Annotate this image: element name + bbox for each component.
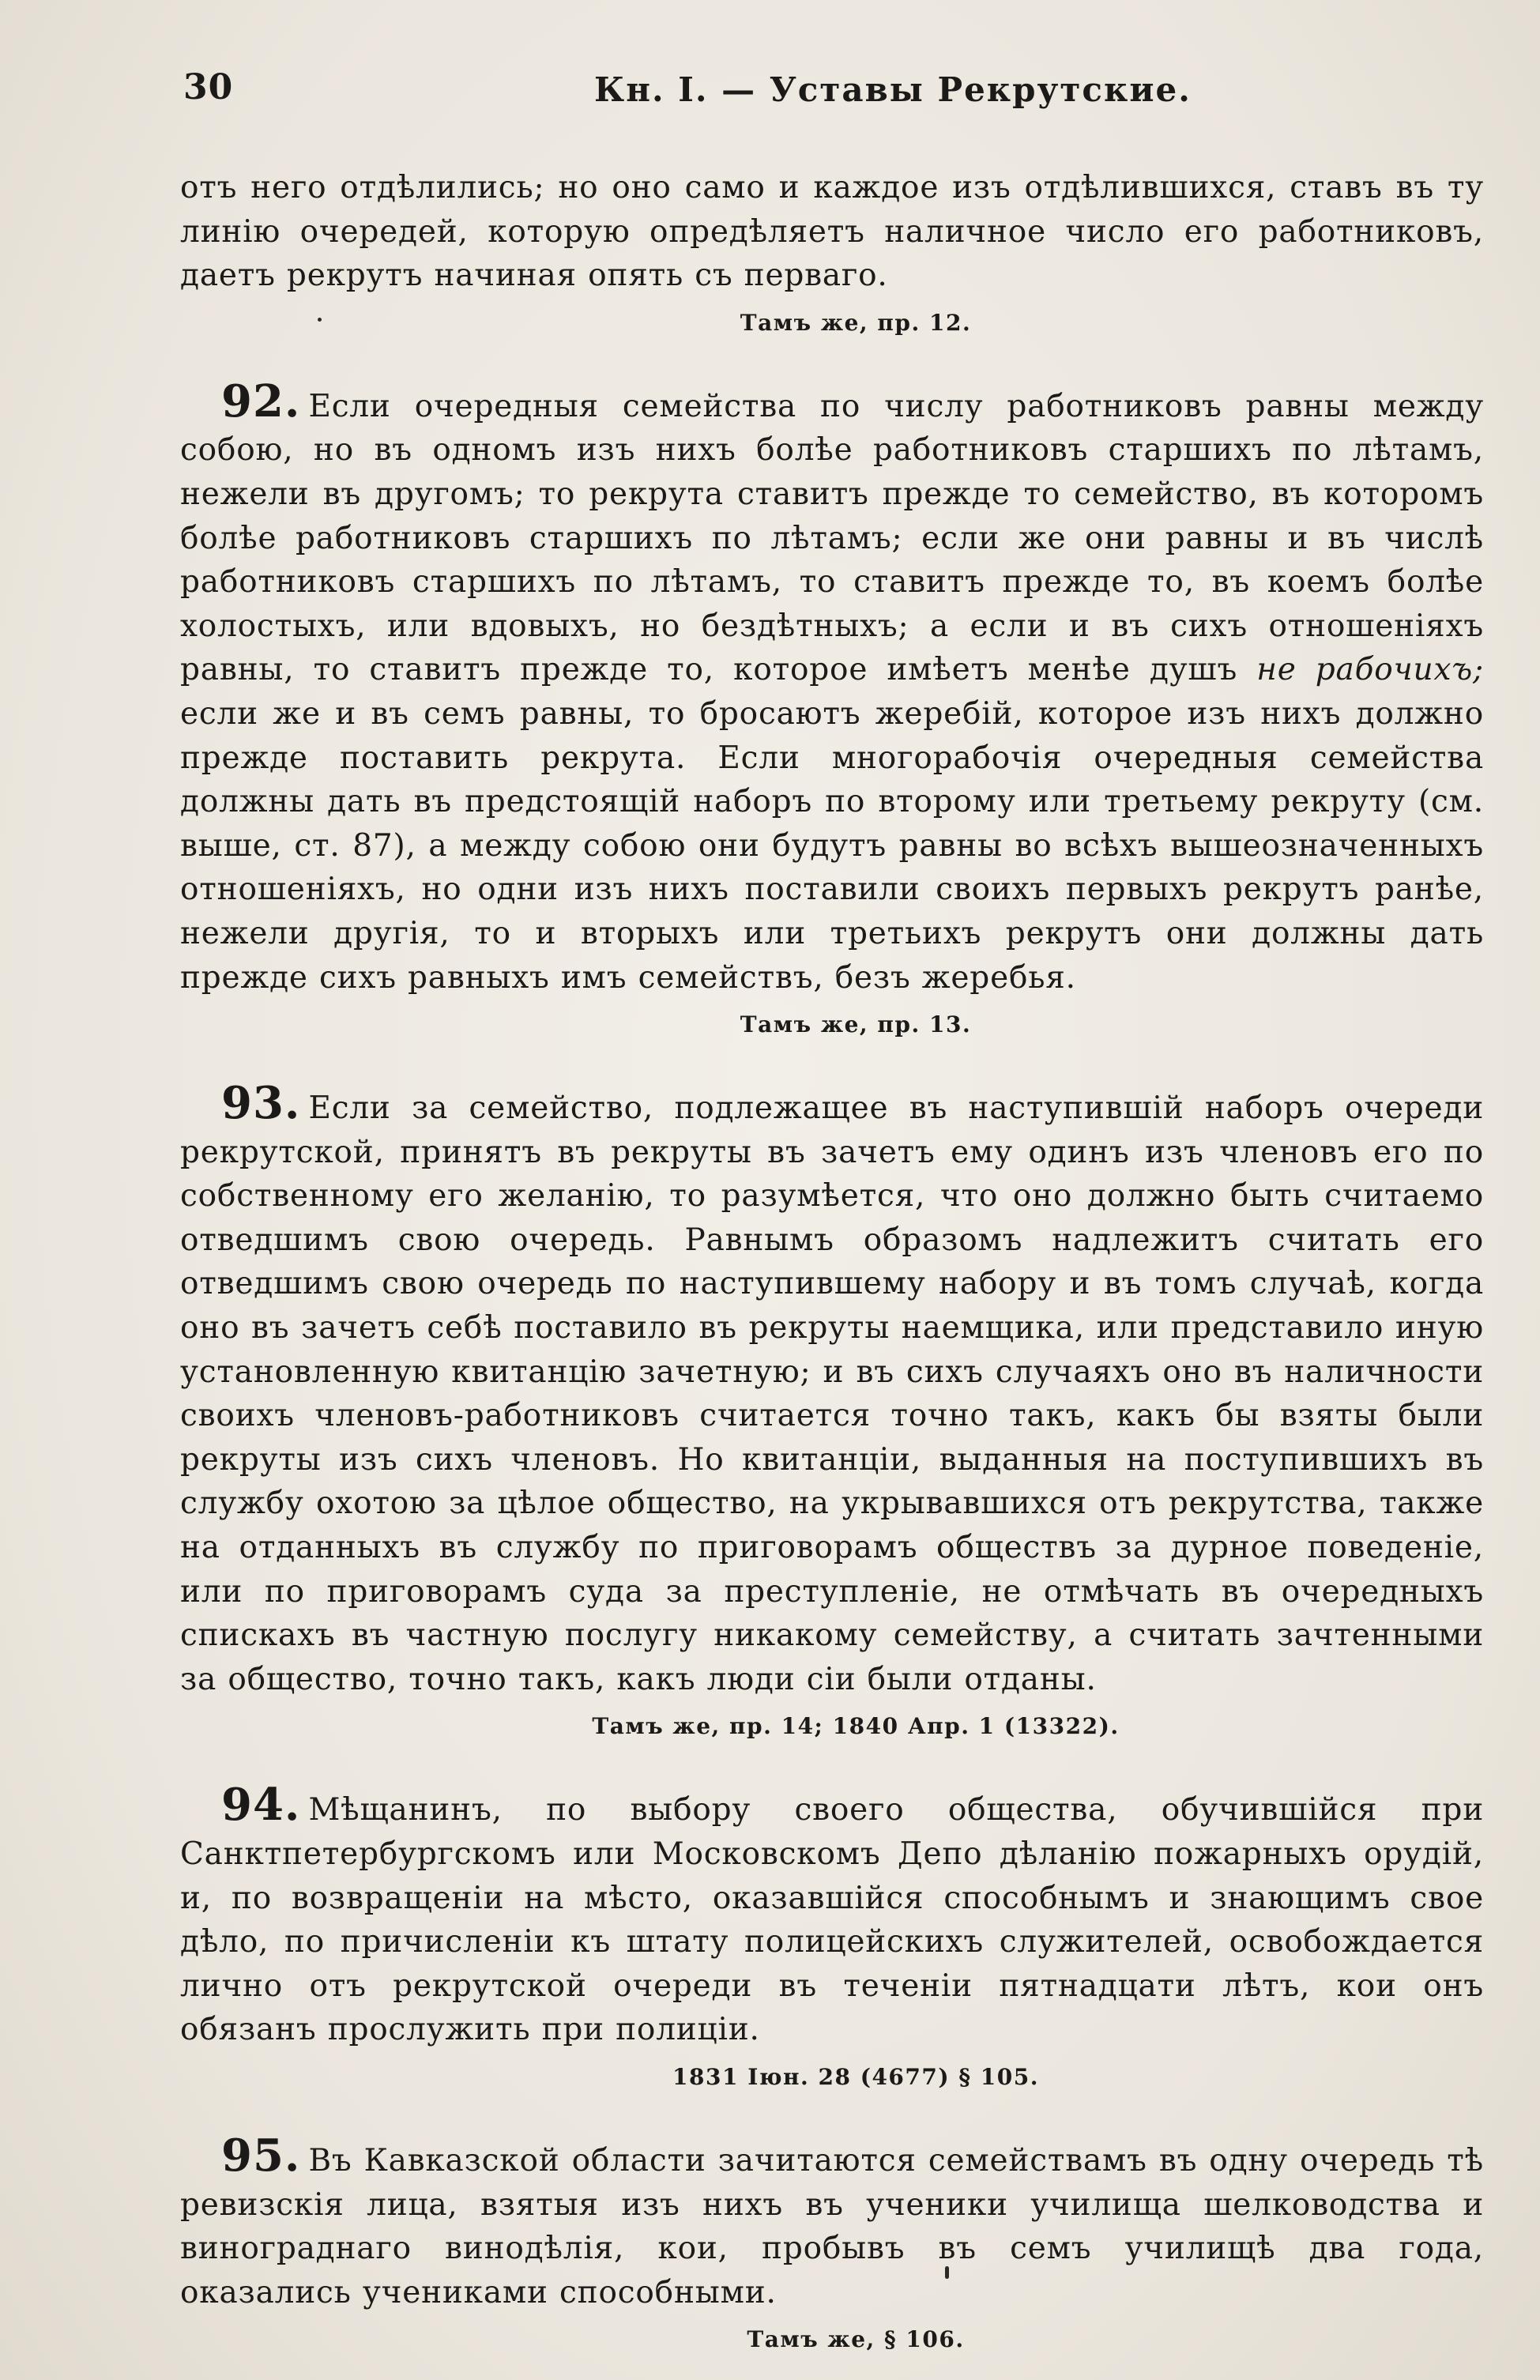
- article-text: Мѣщанинъ, по выбору своего общества, обучившійся при Санктпетербургскомъ или Московскомъ Депо дѣланію пожарныхъ орудій, и, по возвращеніи на мѣсто, оказавшійся способнымъ и знающимъ свое дѣло, по причисленіи къ штату полицейскихъ служителей, освобождается лично отъ рекрутской очереди въ теченіи пятнадцати лѣтъ, кои онъ обязанъ прослужить при полиціи.: [180, 1792, 1484, 2048]
- article-93: [180, 1077, 1484, 1701]
- article-number: 93.: [221, 1077, 301, 1130]
- page-number: 30: [183, 67, 234, 107]
- article-number: 95.: [221, 2129, 301, 2182]
- source-reference: Тамъ же, пр. 12.: [740, 309, 972, 336]
- ink-speck: [318, 318, 322, 322]
- source-reference: Тамъ же, пр. 14; 1840 Апр. 1 (13322).: [592, 1713, 1120, 1740]
- article-number: 94.: [221, 1779, 301, 1832]
- source-reference: Тамъ же, § 106.: [747, 2326, 965, 2353]
- article-text: Если за семейство, подлежащее въ наступившій наборъ очереди рекрутской, принятъ въ рекруты въ зачетъ ему одинъ изъ членовъ его по собственному его желанію, то разумѣется, что оно должно быть считаемо отведшимъ свою очередь. Равнымъ образомъ надлежитъ считать его отведшимъ свою очередь по наступившему набору и въ томъ случаѣ, когда оно въ зачетъ себѣ поставило въ рекруты наемщика, или представило иную установленную квитанцію зачетную; и въ сихъ случаяхъ оно въ наличности своихъ членовъ-работниковъ считается точно такъ, какъ бы взяты были рекруты изъ сихъ членовъ. Но квитанціи, выданныя на поступившихъ въ службу охотою за цѣлое общество, на укрывавшихся отъ рекрутства, также на отданныхъ въ службу по приговорамъ обществъ за дурное поведеніе, или по приговорамъ суда за преступленіе, не отмѣчать въ очередныхъ спискахъ въ частную послугу никакому семейству, а считать зачтенными за общество, точно такъ, какъ люди сіи были отданы.: [180, 1090, 1484, 1697]
- article-94: [180, 1779, 1484, 2052]
- article-number: 92.: [221, 375, 301, 427]
- article-95: [180, 2129, 1484, 2314]
- page-body: [180, 166, 1484, 2380]
- paragraph-continuation: отъ него отдѣлились; но оно само и каждое изъ отдѣлившихся, ставъ въ ту линію очередей, которую опредѣляетъ наличное число его работниковъ, даетъ рекрутъ начиная опять съ перваго.: [180, 170, 1484, 294]
- article-text: Если очередныя семейства по числу работниковъ равны между собою, но въ одномъ изъ нихъ болѣе работниковъ старшихъ по лѣтамъ, нежели въ другомъ; то рекрута ставитъ прежде то семейство, въ которомъ болѣе работниковъ старшихъ по лѣтамъ; если же они равны и въ числѣ работниковъ старшихъ по лѣтамъ, то ставитъ прежде то, въ коемъ болѣе холостыхъ, или вдовыхъ, но бездѣтныхъ; а если и въ сихъ отношеніяхъ равны, то ставитъ прежде то, которое имѣетъ менѣе душъ: [180, 388, 1484, 688]
- running-title: Кн. I. — Уставы Рекрутские.: [594, 70, 1192, 109]
- source-reference: 1831 Іюн. 28 (4677) § 105.: [672, 2063, 1039, 2090]
- source-reference: Тамъ же, пр. 13.: [740, 1011, 972, 1038]
- article-92: [180, 375, 1484, 1000]
- article-text-emphasis: не рабочихъ;: [1256, 652, 1484, 688]
- article-text: если же и въ семъ равны, то бросаютъ жеребій, которое изъ нихъ должно прежде поставить рекрута. Если многорабочія очередныя семейства должны дать въ предстоящій наборъ по второму или третьему рекруту (см. выше, ст. 87), а между собою они будутъ равны во всѣхъ вышеозначенныхъ отношеніяхъ, но одни изъ нихъ поставили своихъ первыхъ рекрутъ ранѣе, нежели другія, то и вторыхъ или третьихъ рекрутъ они должны дать прежде сихъ равныхъ имъ семействъ, безъ жеребья.: [180, 695, 1484, 996]
- page-header: [183, 67, 1479, 122]
- ink-speck: [945, 2266, 949, 2279]
- article-text: Въ Кавказской области зачитаются семействамъ въ одну очередь тѣ ревизскія лица, взятыя изъ нихъ въ ученики училища шелководства и винограднаго винодѣлія, кои, пробывъ въ семъ училищѣ два года, оказались учениками способными.: [180, 2142, 1484, 2310]
